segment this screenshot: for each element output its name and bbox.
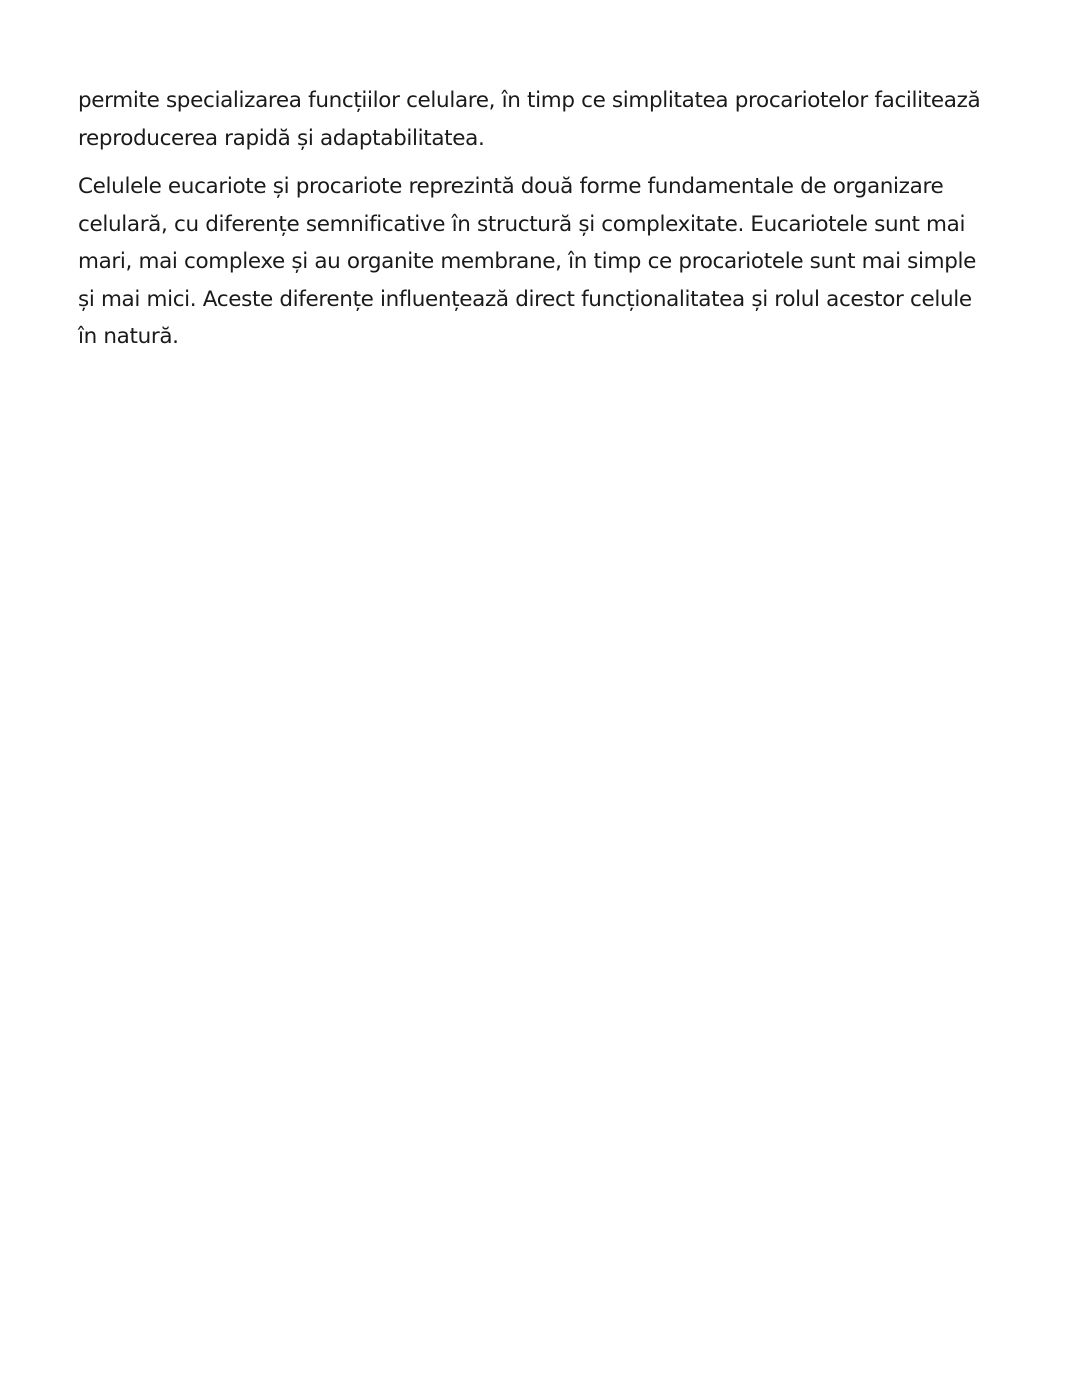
paragraph-continuation: permite specializarea funcțiilor celulare, în timp ce simplitatea procariotelor facilitează reproducerea rapidă și adaptabilitatea. [78, 88, 981, 151]
document-body [78, 82, 988, 356]
paragraph-conclusion: Celulele eucariote și procariote reprezintă două forme fundamentale de organizare celulară, cu diferențe semnificative în structură și complexitate. Eucariotele sunt mai mari, mai complexe și au organite membrane, în timp ce procariotele sunt mai simple și mai mici. Aceste diferențe influențează direct funcționalitatea și rolul acestor celule în natură. [78, 174, 977, 349]
